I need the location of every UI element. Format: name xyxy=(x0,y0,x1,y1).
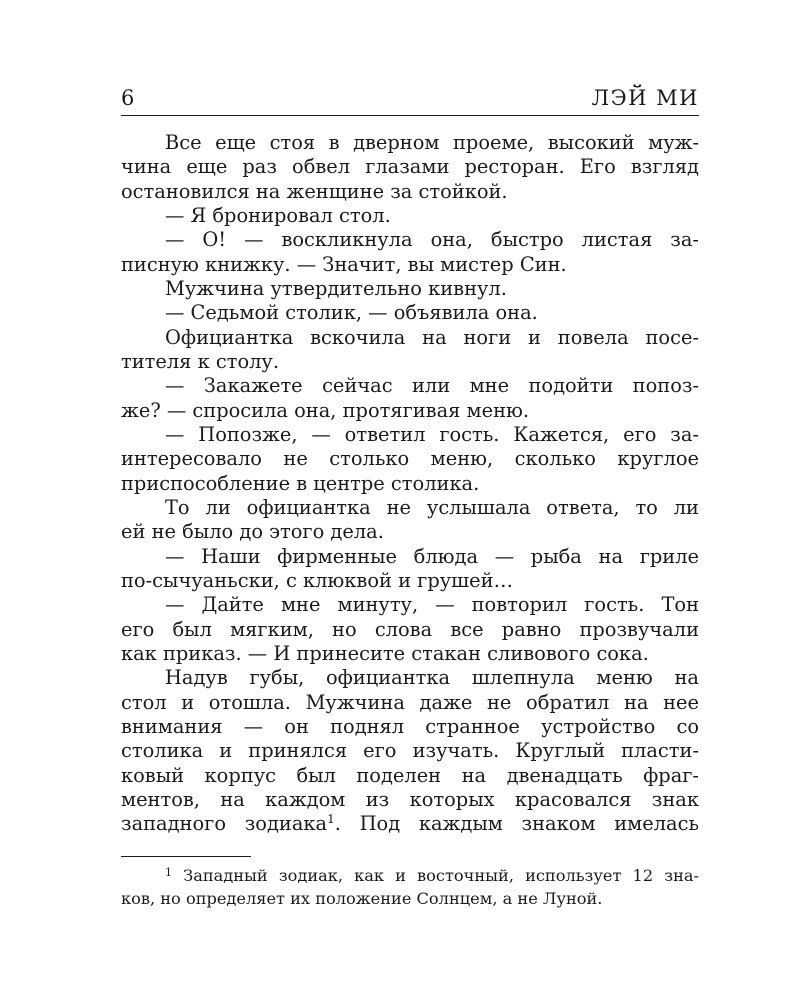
text-line: Мужчина утвердительно кивнул. xyxy=(165,276,507,300)
footnote-text: Западный зодиак, как и восточный, использует 12 зна- xyxy=(183,866,699,885)
text-line: остановился на женщине за стойкой. xyxy=(121,179,508,203)
text-line: тителя к столу. xyxy=(121,349,280,373)
text-line: по-сычуаньски, с клюквой и грушей… xyxy=(121,568,513,592)
footnote xyxy=(121,864,699,910)
header-rule xyxy=(121,115,699,116)
text-line: ковый корпус был поделен на двенадцать фраг- xyxy=(121,763,699,787)
text-line: — Я бронировал стол. xyxy=(165,203,391,227)
text-fragment: западного зодиака xyxy=(121,812,328,836)
text-line: чина еще раз обвел глазами ресторан. Его взгляд xyxy=(121,155,699,179)
text-line: столика и принялся его изучать. Круглый пласти- xyxy=(121,739,699,763)
running-author: ЛЭЙ МИ xyxy=(591,86,699,110)
text-line: То ли официантка не услышала ответа, то ли xyxy=(165,495,699,519)
footnote-rule xyxy=(121,856,251,857)
text-line: стол и отошла. Мужчина даже не обратил на нее xyxy=(121,690,699,714)
text-line: же? — спросила она, протягивая меню. xyxy=(121,398,530,422)
text-line: Все еще стоя в дверном проеме, высокий муж- xyxy=(165,131,699,154)
text-line: ей не было до этого дела. xyxy=(121,520,384,544)
text-line: — Седьмой столик, — объявила она. xyxy=(165,301,538,325)
text-fragment: . Под каждым знаком имелась xyxy=(334,812,699,836)
text-line: — О! — воскликнула она, быстро листая за- xyxy=(165,228,699,252)
text-line: ментов, на каждом из которых красовался знак xyxy=(121,787,699,811)
body-text xyxy=(121,131,699,837)
text-line: — Наши фирменные блюда — рыба на гриле xyxy=(165,544,699,568)
text-line: его был мягким, но слова все равно прозвучали xyxy=(121,617,699,641)
text-line: — Попозже, — ответил гость. Кажется, его за- xyxy=(165,422,699,446)
footnote-reference[interactable]: 1 xyxy=(327,812,335,827)
text-line: интересовало не столько меню, сколько круглое xyxy=(121,447,699,471)
footnote-line: ков, но определяет их положение Солнцем, а не Луной. xyxy=(121,889,603,908)
page-number: 6 xyxy=(121,86,135,110)
text-line: писную книжку. — Значит, вы мистер Син. xyxy=(121,252,567,276)
text-line: Надув губы, официантка шлепнула меню на xyxy=(165,666,699,690)
footnote-line xyxy=(121,864,699,887)
text-line: Официантка вскочила на ноги и повела посе- xyxy=(165,325,699,349)
running-header xyxy=(121,84,699,112)
footnote-marker: 1 xyxy=(165,866,172,879)
text-line: приспособление в центре столика. xyxy=(121,471,480,495)
text-line: — Закажете сейчас или мне подойти попоз- xyxy=(165,374,699,398)
text-line: — Дайте мне минуту, — повторил гость. Тон xyxy=(165,593,699,617)
text-line: как приказ. — И принесите стакан сливового сока. xyxy=(121,641,649,665)
text-line: внимания — он поднял странное устройство со xyxy=(121,714,699,738)
text-line xyxy=(121,812,699,836)
